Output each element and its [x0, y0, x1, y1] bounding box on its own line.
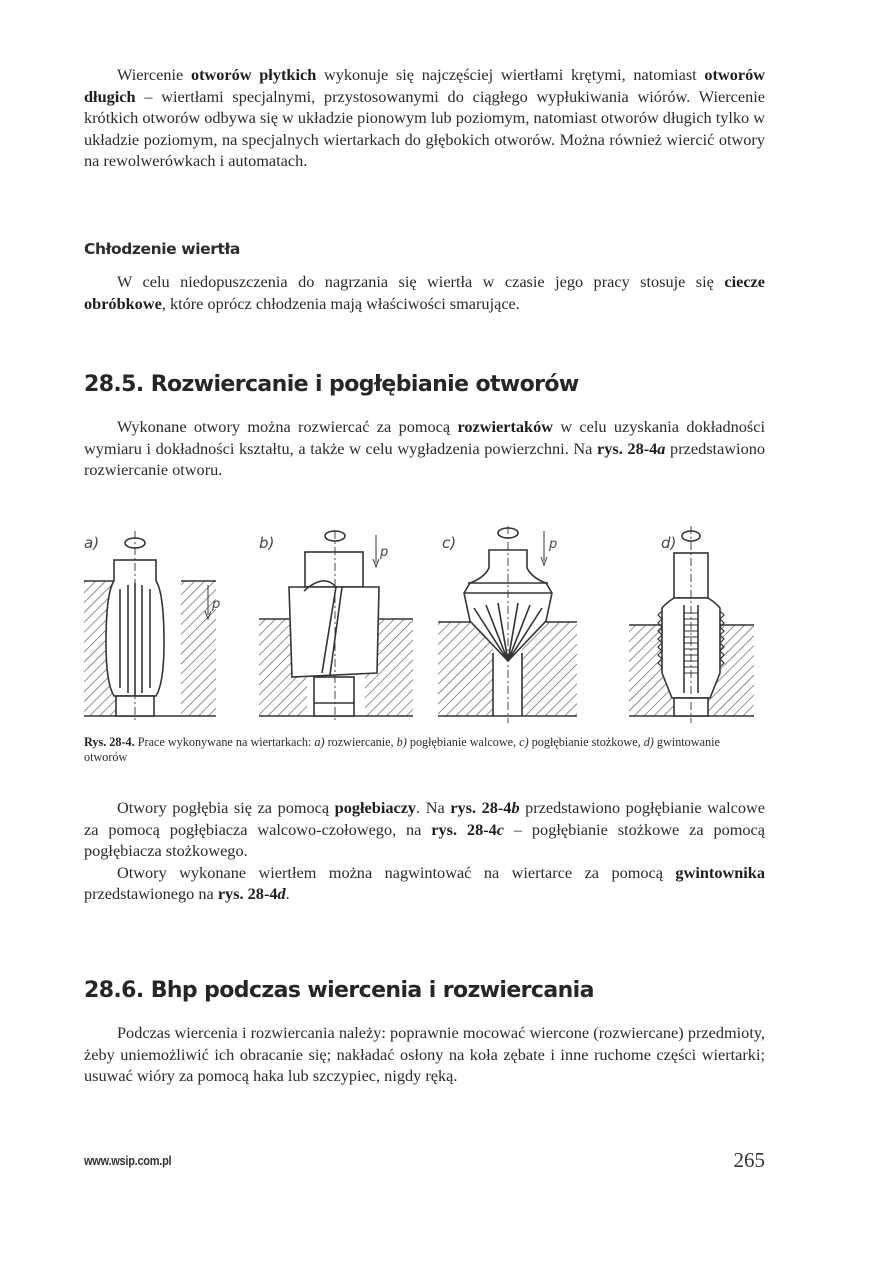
figure-b-counterboring [259, 531, 413, 723]
countersinking-paragraph: Otwory pogłębia się za pomocą pogłebiaczy. Na rys. 28-4b przedstawiono pogłębianie walcowe za pomocą pogłębiacza walcowo-czołowego, na rys. 28-4c – pogłębianie stożkowe za pomocą pogłębiacza stożkowego. [84, 798, 766, 861]
bold-term: otworów długich [84, 65, 765, 106]
svg-text:p: p [212, 597, 221, 612]
section-heading: 28.6. Bhp podczas wiercenia i rozwiercania [84, 978, 594, 1003]
figure-28-4 [84, 523, 765, 723]
publisher-url: www.wsip.com.pl [84, 1154, 172, 1168]
cooling-subsection [84, 240, 765, 314]
caption-text: Rys. 28-4. Prace wykonywane na wiertarkach: a) rozwiercanie, b) pogłębianie walcowe, c) pogłębianie stożkowe, d) gwintowanie otworów [84, 735, 720, 764]
figure-caption [84, 735, 765, 765]
svg-text:a): a) [84, 534, 100, 552]
figure-d-tapping [629, 526, 754, 723]
svg-text:b): b) [259, 534, 275, 552]
svg-text:d): d) [661, 534, 677, 552]
svg-text:p: p [549, 537, 558, 552]
countersinking-paragraphs [84, 797, 765, 905]
subsection-heading: Chłodzenie wiertła [84, 240, 240, 258]
svg-text:c): c) [442, 534, 457, 552]
section-heading: 28.5. Rozwiercanie i pogłębianie otworów [84, 372, 579, 397]
section-28-6 [84, 978, 765, 1087]
bold-term: ciecze obróbkowe [84, 272, 765, 313]
bold-term: otworów płytkich [190, 65, 317, 84]
reaming-paragraph: Wykonane otwory można rozwiercać za pomocą rozwiertaków w celu uzyskania dokładności wymiaru i dokładności kształtu, a także w celu wygładzenia powierzchni. Na rys. 28-4a przedstawiono rozwiercanie otworu. [84, 417, 766, 480]
section-28-5 [84, 372, 765, 481]
intro-paragraph: Wiercenie otworów płytkich wykonuje się najczęściej wiertłami krętymi, natomiast otworów długich – wiertłami specjalnymi, przystosowanymi do ciągłego wypłukiwania wiórów. Wiercenie krótkich otworów odbywa się w układzie pionowym lub poziomym, natomiast otworów długich tylko w układzie poziomym, na specjalnych wiertarkach do głębokich otworów. Można również wiercić otwory na rewolwerówkach i automatach. [84, 65, 766, 171]
safety-paragraph: Podczas wiercenia i rozwiercania należy: poprawnie mocować wiercone (rozwiercane) przedmioty, żeby uniemożliwić ich obracanie się; nakładać osłony na koła zębate i inne ruchome części wiertarki; usuwać wióry za pomocą haka lub szczypiec, nigdy ręką. [84, 1023, 765, 1086]
figure-ref: rys. 28-4c [431, 819, 505, 839]
drilling-operations-illustration [84, 523, 765, 723]
figure-ref: rys. 28-4b [450, 798, 520, 817]
page-number: 265 [733, 1148, 765, 1172]
bold-term: pogłebiaczy [334, 798, 417, 817]
figure-ref: Rys. 28-4. [84, 735, 135, 749]
cooling-paragraph: W celu niedopuszczenia do nagrzania się wiertła w czasie jego pracy stosuje się ciecze obróbkowe, które oprócz chłodzenia mają właściwości smarujące. [84, 272, 765, 313]
svg-text:p: p [380, 545, 389, 560]
figure-ref: rys. 28-4d [217, 884, 286, 904]
bold-term: rozwiertaków [457, 417, 554, 436]
intro-paragraph-block [84, 64, 765, 172]
figure-ref: rys. 28-4a [597, 438, 666, 458]
figure-a-reaming [84, 531, 220, 723]
bold-term: gwintownika [675, 862, 765, 882]
tapping-paragraph: Otwory wykonane wiertłem można nagwintować na wiertarce za pomocą gwintownika przedstawionego na rys. 28-4d. [84, 862, 765, 904]
figure-c-countersinking [438, 526, 577, 723]
